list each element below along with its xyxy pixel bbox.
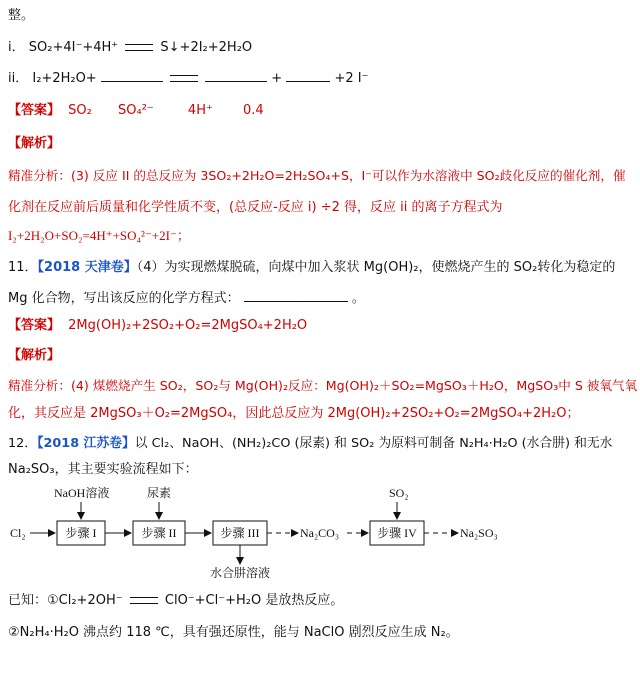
equation-ii-label: ii．: [8, 71, 29, 86]
question-11-end: 。: [351, 291, 365, 306]
answer-label: 【答案】: [8, 318, 61, 333]
urea-label: 尿素: [147, 486, 172, 500]
na2so3-label: Na₂SO₃: [460, 526, 498, 540]
answer-1-item: SO₄²⁻: [118, 103, 154, 118]
equation-i-lhs: SO₂+4I⁻+4H⁺: [28, 40, 119, 55]
intro-fragment: 整。: [8, 8, 35, 23]
answer-1-item: SO₂: [68, 103, 92, 118]
equation-ii-plus: +: [271, 71, 283, 86]
step-3-label: 步骤 III: [220, 526, 260, 540]
equation-ii-tail: +2 I⁻: [334, 71, 369, 86]
known-line-2: ②N₂H₄·H₂O 沸点约 118 ℃，具有强还原性，能与 NaClO 剧烈反应生成 N₂。: [8, 625, 459, 640]
question-12-text: 以 Cl₂、NaOH、(NH₂)₂CO (尿素) 和 SO₂ 为原料可制备 N₂H₄·H₂O (水合肼) 和无水: [134, 436, 613, 451]
question-12-line-2: Na₂SO₃，其主要实验流程如下：: [8, 462, 198, 477]
source-tag: 【2018 江苏卷】: [37, 436, 135, 451]
source-tag: 【2018 天津卷】: [37, 260, 137, 275]
known-rhs: ClO⁻+Cl⁻+H₂O 是放热反应。: [164, 593, 344, 608]
known-prefix: 已知：①Cl₂+2OH⁻: [8, 593, 123, 608]
answer-1-item: 4H⁺: [187, 103, 213, 118]
question-11-text: （4）为实现燃煤脱硫，向煤中加入浆状 Mg(OH)₂，使燃烧产生的 SO₂转化为稳定的: [136, 260, 616, 275]
known-line-1: [8, 591, 343, 611]
answer-2-text: 2Mg(OH)₂+2SO₂+O₂=2MgSO₄+2H₂O: [68, 318, 308, 333]
equals-sign: [130, 597, 158, 604]
question-number: 11．: [8, 260, 38, 275]
question-number: 12．: [8, 436, 38, 451]
analysis-1-line-2: 化剂在反应前后质量和化学性质不变，(总反应-反应 i) ÷2 得，反应 ii 的离子方程式为: [8, 200, 503, 215]
equation-ii-lhs: I₂+2H₂O+: [32, 71, 97, 86]
question-11-text: Mg 化合物，写出该反应的化学方程式：: [8, 291, 240, 306]
hydrazine-solution-label: 水合肼溶液: [210, 566, 271, 580]
step-4-label: 步骤 IV: [377, 526, 417, 540]
analysis-2-line-2: 化，其反应是 2MgSO₃＋O₂=2MgSO₄，因此总反应为 2Mg(OH)₂+2SO₂+O₂=2MgSO₄+2H₂O；: [8, 406, 580, 421]
answer-label: 【答案】: [8, 103, 61, 118]
step-1-label: 步骤 I: [65, 526, 97, 540]
naoh-solution-label: NaOH溶液: [54, 486, 110, 500]
analysis-1-line-1: 精准分析：(3) 反应 II 的总反应为 3SO₂+2H₂O=2H₂SO₄+S，I⁻可以作为水溶液中 SO₂歧化反应的催化剂，催: [8, 168, 626, 183]
so2-label: SO₂: [389, 486, 409, 500]
cl2-label: Cl₂: [10, 526, 26, 540]
step-2-label: 步骤 II: [141, 526, 177, 540]
equation-i-label: i．: [8, 40, 25, 55]
analysis-label: 【解析】: [8, 348, 61, 363]
na2co3-label: Na₂CO₃: [300, 526, 340, 540]
analysis-2-line-1: 精准分析：(4) 煤燃烧产生 SO₂，SO₂与 Mg(OH)₂反应：Mg(OH)₂＋SO₂=MgSO₃＋H₂O，MgSO₃中 S 被氧气氧: [8, 378, 638, 393]
answer-1-item: 0.4: [242, 103, 264, 118]
analysis-1-line-3: I₂+2H₂O+SO₂=4H⁺+SO₄²⁻+2I⁻；: [8, 228, 190, 243]
equation-i-rhs: S↓+2I₂+2H₂O: [160, 40, 253, 55]
analysis-label: 【解析】: [8, 136, 61, 151]
